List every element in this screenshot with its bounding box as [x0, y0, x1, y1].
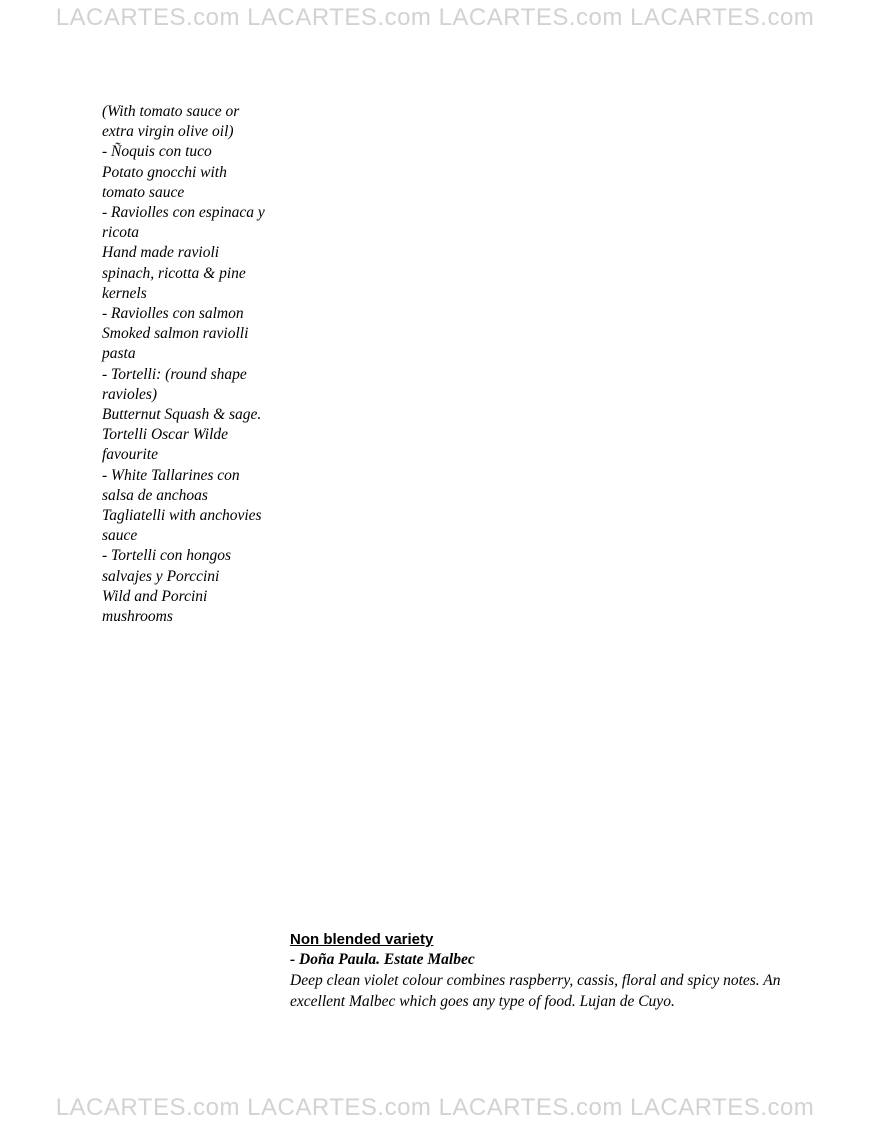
menu-line: - Ñoquis con tuco — [102, 143, 212, 161]
menu-line: extra virgin olive oil) — [102, 123, 234, 141]
menu-line: favourite — [102, 446, 158, 464]
menu-line: - Raviolles con salmon — [102, 305, 244, 323]
wine-description-line: excellent Malbec which goes any type of food. Lujan de Cuyo. — [290, 993, 675, 1010]
menu-line: - Tortelli: (round shape — [102, 365, 247, 383]
menu-line: Hand made ravioli — [102, 244, 220, 262]
menu-line: sauce — [102, 527, 138, 545]
wine-description-line: Deep clean violet colour combines raspberry, cassis, floral and spicy notes. An — [290, 972, 781, 989]
menu-line: Butternut Squash & sage. — [102, 406, 262, 424]
menu-line: - Raviolles con espinaca y — [102, 204, 265, 222]
pasta-menu-list — [102, 102, 302, 627]
menu-line: Tortelli Oscar Wilde — [102, 426, 229, 444]
menu-line: - White Tallarines con — [102, 466, 240, 484]
menu-line: (With tomato sauce or — [102, 103, 240, 120]
wine-section — [290, 930, 850, 1012]
menu-line: salvajes y Porccini — [102, 567, 220, 585]
watermark-bottom: LACARTES.com LACARTES.com LACARTES.com LACARTES.com — [55, 1094, 815, 1121]
wine-section-heading: Non blended variety — [290, 931, 434, 948]
menu-line: ravioles) — [102, 385, 158, 403]
menu-line: spinach, ricotta & pine — [102, 264, 246, 282]
menu-line: kernels — [102, 284, 147, 302]
menu-line: salsa de anchoas — [102, 486, 208, 504]
menu-line: pasta — [102, 345, 136, 363]
wine-name: - Doña Paula. Estate Malbec — [290, 951, 475, 968]
menu-line: - Tortelli con hongos — [102, 547, 232, 565]
menu-line: Potato gnocchi with — [102, 163, 227, 181]
menu-line: Tagliatelli with anchovies — [102, 507, 262, 525]
watermark-top: LACARTES.com LACARTES.com LACARTES.com LACARTES.com — [55, 4, 815, 31]
menu-line: mushrooms — [102, 608, 173, 626]
menu-line: ricota — [102, 224, 140, 242]
menu-line: Smoked salmon raviolli — [102, 325, 249, 343]
menu-line: Wild and Porcini — [102, 587, 208, 605]
menu-line: tomato sauce — [102, 183, 185, 201]
